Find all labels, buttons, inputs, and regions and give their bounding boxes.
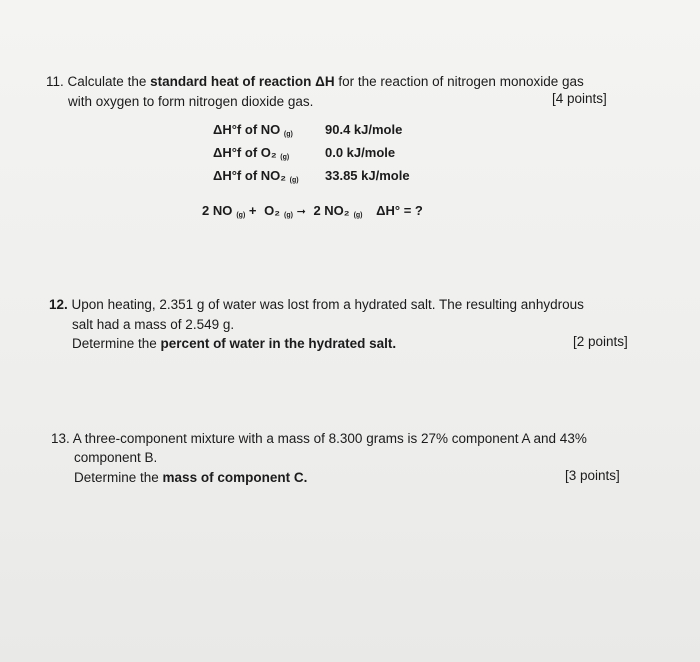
q12-text-bold: percent of water in the hydrated salt. xyxy=(160,336,397,351)
eq-reactant-1: 2 NO xyxy=(202,203,233,218)
q12-line1 xyxy=(49,296,584,313)
eq-arrow-icon: ➞ xyxy=(296,206,306,218)
table-label: ΔH°f of O₂ xyxy=(213,145,277,160)
q12-text-pre: Determine the xyxy=(72,336,161,351)
q11-text-pre: Calculate the xyxy=(67,74,151,89)
q12-number: 12. xyxy=(49,297,68,312)
q11-data-table xyxy=(213,121,410,190)
table-label: ΔH°f of NO₂ xyxy=(213,168,287,183)
q11-line2: with oxygen to form nitrogen dioxide gas. xyxy=(68,94,314,109)
table-value: 90.4 kJ/mole xyxy=(325,122,403,137)
q12-line3 xyxy=(72,335,396,352)
q13-line2: component B. xyxy=(74,450,158,465)
q11-equation xyxy=(202,203,427,219)
table-value: 33.85 kJ/mole xyxy=(325,168,410,183)
eq-reactant-2: O₂ xyxy=(264,203,281,218)
eq-plus: + xyxy=(248,203,257,218)
q13-points: [3 points] xyxy=(565,468,620,483)
table-row xyxy=(213,121,410,144)
q13-line1 xyxy=(51,430,587,447)
eq-delta-h: ΔH° = ? xyxy=(376,203,423,218)
q12-text-1: Upon heating, 2.351 g of water was lost from a hydrated salt. The resulting anhydrous xyxy=(71,297,584,312)
table-row xyxy=(213,144,410,167)
table-row xyxy=(213,167,410,190)
q11-text-bold: standard heat of reaction ΔH xyxy=(150,74,335,89)
q13-text-bold: mass of component C. xyxy=(162,470,308,485)
q11-points: [4 points] xyxy=(552,91,607,106)
table-state: (g) xyxy=(283,131,293,138)
eq-product-1: 2 NO₂ xyxy=(313,203,350,218)
q11-number: 11. xyxy=(46,74,64,89)
eq-reactant-1-state: (g) xyxy=(236,212,246,219)
q12-line2: salt had a mass of 2.549 g. xyxy=(72,317,235,332)
table-label: ΔH°f of NO xyxy=(213,122,281,137)
table-state: (g) xyxy=(280,154,290,161)
table-state: (g) xyxy=(289,177,299,184)
q13-text-pre: Determine the xyxy=(74,470,163,485)
q11-line1 xyxy=(46,73,584,90)
eq-product-1-state: (g) xyxy=(353,212,363,219)
q12-points: [2 points] xyxy=(573,334,628,349)
table-value: 0.0 kJ/mole xyxy=(325,145,396,160)
eq-reactant-2-state: (g) xyxy=(284,212,293,219)
q13-number: 13. xyxy=(51,431,70,446)
q13-text-1: A three-component mixture with a mass of 8.300 grams is 27% component A and 43% xyxy=(72,431,587,446)
q13-line3 xyxy=(74,469,307,486)
q11-text-post: for the reaction of nitrogen monoxide gas xyxy=(334,74,584,89)
